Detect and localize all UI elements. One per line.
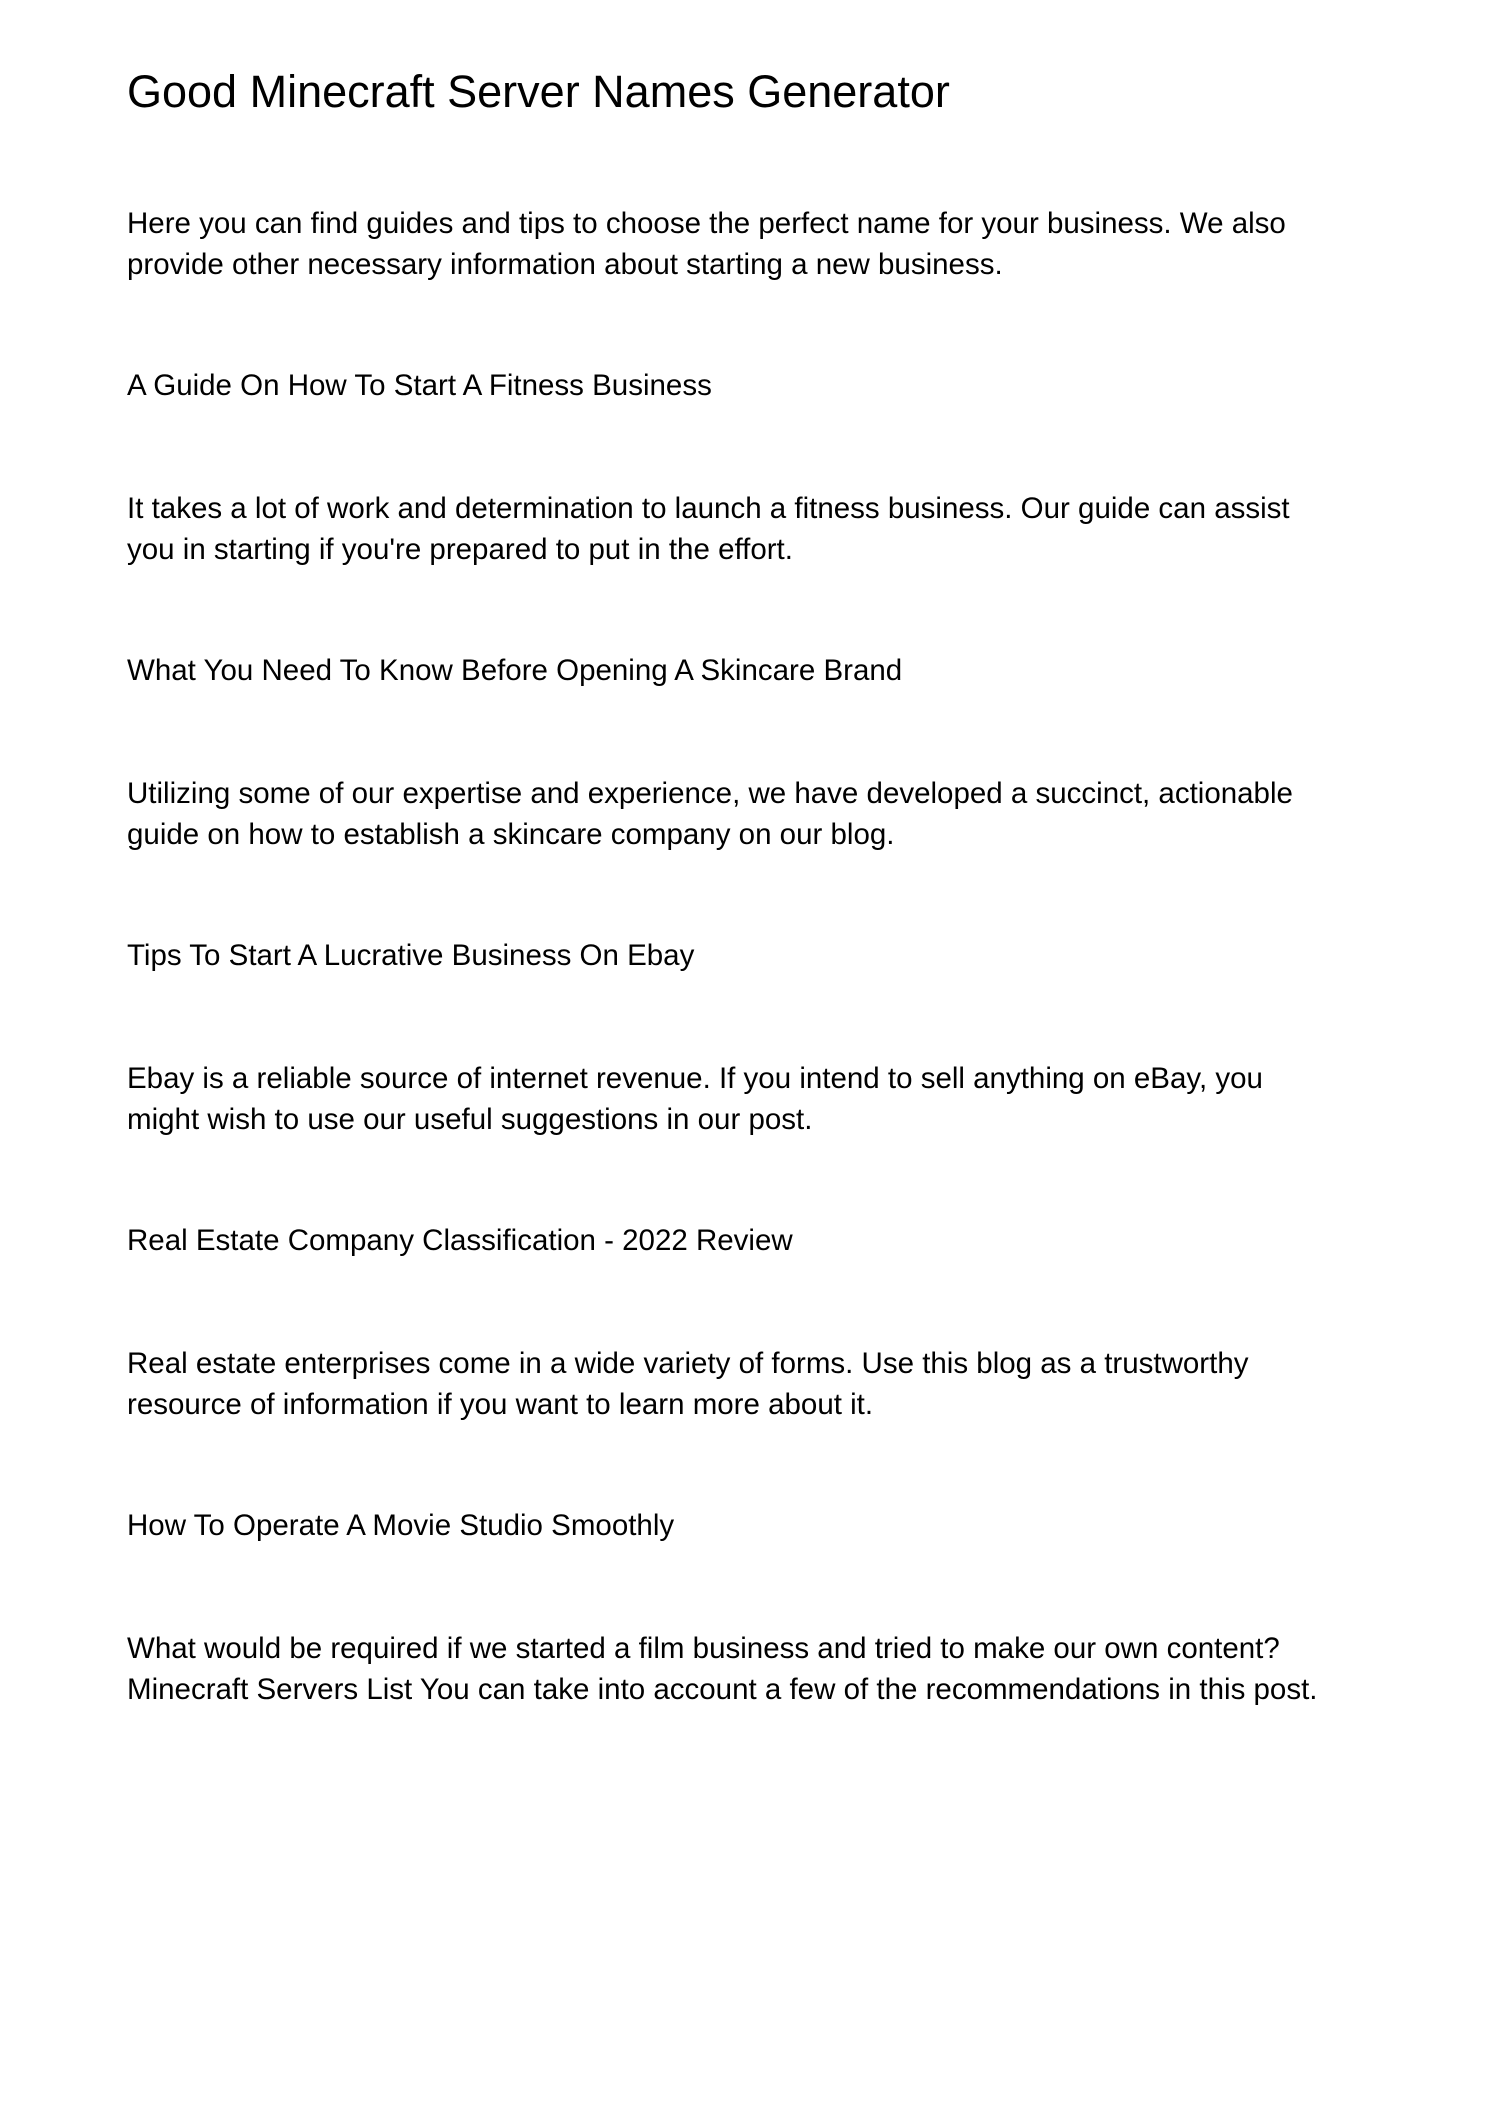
paragraph-line: provide other necessary information about starting a new business.	[127, 247, 1003, 281]
body-paragraph	[127, 1344, 1387, 1425]
body-paragraph	[127, 1629, 1387, 1710]
heading-line: What You Need To Know Before Opening A Skincare Brand	[127, 654, 903, 687]
paragraph-line: It takes a lot of work and determination to launch a fitness business. Our guide can assist	[127, 492, 1290, 525]
paragraph-line: Utilizing some of our expertise and experience, we have developed a succinct, actionable	[127, 777, 1293, 810]
paragraph-line: you in starting if you're prepared to put in the effort.	[127, 532, 793, 566]
paragraph-line: Ebay is a reliable source of internet revenue. If you intend to sell anything on eBay, you	[127, 1062, 1263, 1095]
section-heading	[127, 1506, 1387, 1547]
paragraph-line: might wish to use our useful suggestions in our post.	[127, 1102, 813, 1136]
paragraph-line: Real estate enterprises come in a wide variety of forms. Use this blog as a trustworthy	[127, 1347, 1249, 1380]
section-heading	[127, 651, 1387, 692]
page-title: Good Minecraft Server Names Generator	[127, 66, 950, 117]
paragraph-line: guide on how to establish a skincare company on our blog.	[127, 817, 895, 851]
section-heading	[127, 366, 1387, 407]
body-paragraph	[127, 1059, 1387, 1140]
body-paragraph	[127, 774, 1387, 855]
heading-line: How To Operate A Movie Studio Smoothly	[127, 1509, 675, 1542]
section-heading	[127, 1221, 1387, 1262]
paragraph-line: resource of information if you want to learn more about it.	[127, 1387, 874, 1421]
heading-line: Real Estate Company Classification - 2022 Review	[127, 1224, 793, 1257]
paragraph-line: Minecraft Servers List You can take into account a few of the recommendations in this post.	[127, 1672, 1318, 1706]
section-heading	[127, 936, 1387, 977]
body-paragraph	[127, 489, 1387, 570]
paragraph-line: Here you can find guides and tips to choose the perfect name for your business. We also	[127, 207, 1286, 240]
paragraph-line: What would be required if we started a film business and tried to make our own content?	[127, 1632, 1280, 1665]
intro-paragraph	[127, 204, 1387, 285]
heading-line: A Guide On How To Start A Fitness Business	[127, 369, 712, 402]
heading-line: Tips To Start A Lucrative Business On Ebay	[127, 939, 695, 972]
